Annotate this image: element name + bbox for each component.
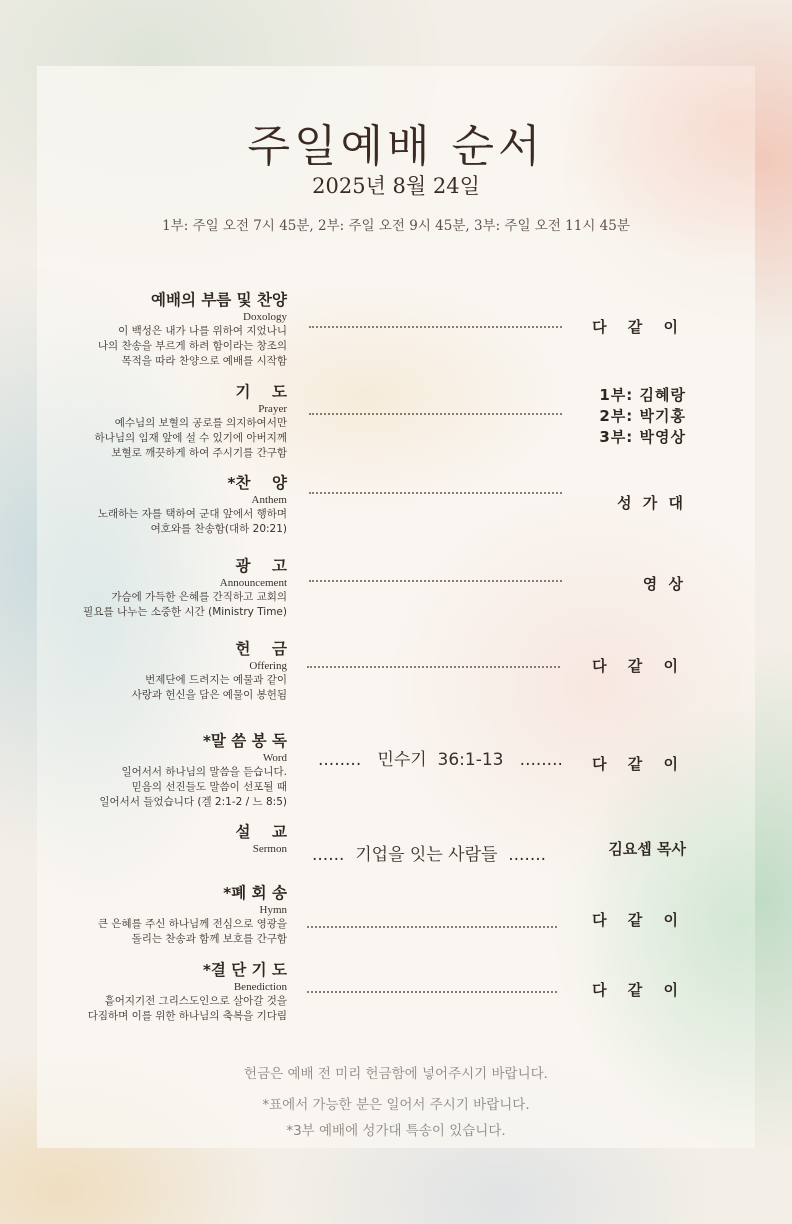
item-desc-line: 믿음의 선진들도 말씀이 선포될 때	[131, 781, 287, 793]
item-title-en: Announcement	[219, 577, 287, 589]
sermon-title: ...... 기업을 잇는 사람들 .......	[312, 845, 547, 865]
dotted-leader	[309, 326, 562, 328]
order-item-word	[60, 731, 287, 810]
scripture-reference: ........ 민수기 36:1-13 ........	[318, 750, 563, 770]
item-title-ko: 기 도	[235, 383, 287, 401]
item-desc-line: 번제단에 드려지는 예물과 같이	[145, 674, 287, 686]
item-leader: 성 가 대	[617, 494, 686, 512]
item-leader: 1부: 김혜랑	[599, 386, 686, 404]
order-item-sermon	[60, 822, 287, 856]
item-title-ko: 설 교	[235, 823, 287, 841]
order-item-anthem	[60, 473, 287, 537]
item-leader: 다 같 이	[592, 755, 686, 773]
item-desc-line: 하나님의 임재 앞에 설 수 있기에 아버지께	[94, 432, 287, 444]
item-title-ko: *결 단 기 도	[202, 961, 287, 979]
dotted-leader	[307, 991, 557, 993]
item-title-ko: 헌 금	[235, 640, 287, 658]
item-title-ko: *찬 양	[227, 474, 287, 492]
item-title-en: Hymn	[259, 904, 287, 916]
item-desc-line: 보혈로 깨끗하게 하여 주시기를 간구함	[111, 447, 287, 459]
order-item-offering	[60, 639, 287, 703]
dotted-leader	[307, 926, 557, 928]
item-leader: 다 같 이	[592, 318, 686, 336]
item-title-en: Word	[262, 752, 287, 764]
item-title-ko: *말 씀 봉 독	[202, 732, 287, 750]
item-desc-line: 일어서서 하나님의 말씀을 듣습니다.	[121, 766, 287, 778]
item-desc-line: 이 백성은 내가 나를 위하여 지었나니	[118, 325, 287, 337]
item-desc-line: 예수님의 보혈의 공로를 의지하여서만	[114, 417, 287, 429]
offering-note: 헌금은 예배 전 미리 헌금함에 넣어주시기 바랍니다.	[244, 1066, 548, 1082]
item-title-ko: *폐 회 송	[223, 884, 287, 902]
item-title-en: Anthem	[251, 494, 287, 506]
order-item-benediction	[60, 960, 287, 1024]
item-title-en: Benediction	[233, 981, 287, 993]
item-desc-line: 돌리는 찬송과 함께 보호를 간구함	[131, 933, 287, 945]
item-leader: 다 같 이	[592, 911, 686, 929]
item-desc-line: 흩어지기전 그리스도인으로 살아갈 것을	[104, 995, 287, 1007]
page-title: 주일예배 순서	[247, 121, 545, 172]
service-times: 1부: 주일 오전 7시 45분, 2부: 주일 오전 9시 45분, 3부: 주일 오전 11시 45분	[162, 218, 630, 234]
item-desc-line: 노래하는 자를 택하여 군대 앞에서 행하며	[97, 508, 287, 520]
item-leader: 다 같 이	[592, 657, 686, 675]
item-desc-line: 가슴에 가득한 은혜를 간직하고 교회의	[111, 591, 287, 603]
item-desc-line: 큰 은혜를 주신 하나님께 전심으로 영광을	[97, 918, 287, 930]
item-title-en: Sermon	[252, 843, 287, 855]
item-desc-line: 필요를 나누는 소중한 시간 (Ministry Time)	[83, 606, 287, 618]
item-leader: 영 상	[642, 575, 686, 593]
item-desc-line: 일어서서 들었습니다 (겔 2:1-2 / 느 8:5)	[99, 796, 287, 808]
item-title-en: Prayer	[258, 403, 287, 415]
dotted-leader	[309, 413, 562, 415]
item-title-en: Offering	[249, 660, 287, 672]
item-desc-line: 여호와를 찬송함(대하 20:21)	[150, 523, 287, 535]
order-item-announcement	[60, 556, 287, 620]
dotted-leader	[309, 492, 562, 494]
item-title-en: Doxology	[243, 311, 287, 323]
order-item-prayer	[60, 382, 287, 461]
item-leader: 다 같 이	[592, 981, 686, 999]
item-leader: 3부: 박영상	[599, 428, 686, 446]
item-title-ko: 광 고	[235, 557, 287, 575]
item-desc-line: 다짐하며 이를 위한 하나님의 축복을 기다림	[87, 1010, 287, 1022]
item-desc-line: 나의 찬송을 부르게 하려 함이라는 창조의	[97, 340, 287, 352]
service-date: 2025년 8월 24일	[312, 174, 480, 198]
item-title-ko: 예배의 부름 및 찬양	[151, 291, 287, 309]
order-item-doxology	[60, 290, 287, 369]
item-desc-line: 사랑과 헌신을 담은 예물이 봉헌됨	[131, 689, 287, 701]
standing-note: *표에서 가능한 분은 일어서 주시기 바랍니다.	[262, 1097, 530, 1113]
dotted-leader	[309, 580, 562, 582]
item-leader-list	[560, 385, 686, 448]
dotted-leader	[307, 666, 560, 668]
item-leader: 2부: 박기홍	[599, 407, 686, 425]
item-leader: 김요셉 목사	[608, 840, 686, 858]
order-item-hymn	[60, 883, 287, 947]
choir-note: *3부 예배에 성가대 특송이 있습니다.	[286, 1123, 506, 1139]
item-desc-line: 목적을 따라 찬양으로 예배를 시작함	[121, 355, 287, 367]
